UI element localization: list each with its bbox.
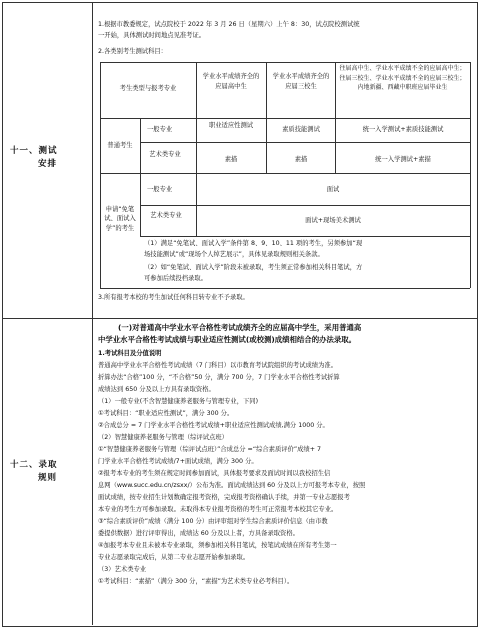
ordinary-general-fresh-three: 素质技能测试 [282, 126, 320, 133]
subject-table-col-c [266, 62, 267, 173]
exempt-art-major: 艺术类专业 [150, 212, 182, 219]
header-other-candidates: 往届高中生、学业水平成绩不全的应届高中生；往届三校生、学业水平成绩不全的应届三校生；内地新疆、西藏中职班应届毕业生 [339, 65, 466, 92]
subject-table-row-1 [140, 142, 470, 143]
exempt-note-2-line1: （2）如“免笔试、面试入学”阶段未被录取，考生须正常参加相关科目笔试，方 [144, 264, 363, 271]
subject-table-row-4 [140, 236, 470, 237]
admission-line-14: 息网（www.succ.edu.cn/zsxx/）公布为准。面试成绩达到 60 分及以上方可报考本专业，按照 [98, 482, 366, 489]
exempt-note-1-line2: 场技能测试”或“现场个人绰艺展示”，具体见录取规则相关条款。 [144, 251, 324, 258]
exempt-note-2-line2: 可参加后续投档录取。 [144, 275, 207, 282]
subject-table-col-b [196, 62, 197, 173]
admission-line-8: ①考试科目：“职业适应性测试”，满分 300 分。 [98, 410, 234, 417]
ordinary-art-fresh-three: 素描 [294, 156, 308, 163]
admission-line-12: 门学业水平合格性考试成绩/7+面试成绩，满分 300 分。 [98, 458, 258, 465]
section-11-heading-line1: 十一、测试 [10, 146, 58, 156]
admission-line-19: ④加报考本专业且未被本专业录取，须参加相关科目笔试，按笔试成绩在所有考生第一 [98, 542, 337, 549]
admission-line-5: 折算办法“合格”100 分，“不合格”50 分，满分 700 分，7 门学业水平合格性考试折算 [98, 374, 340, 381]
subject-table-col-a [140, 118, 141, 236]
subject-table-col-d [335, 62, 336, 173]
exempt-general-subject: 面试 [326, 186, 340, 193]
ordinary-art-other: 统一入学测试+素描 [375, 156, 431, 163]
header-fresh-three-schools: 学业水平成绩齐全的应届三校生 [272, 73, 330, 90]
section-divider [2, 318, 477, 319]
admission-line-15: 面试成绩，按专业招生计划数确定报考资格，完成报考资格确认手续，并第一专业志愿报考 [98, 494, 350, 501]
subject-table-row-3 [140, 205, 470, 206]
admission-line-22: ①考试科目：“素描”（满分 300 分，“素描”为艺术类专业必考科目）。 [98, 578, 294, 585]
exempt-art-subject: 面试+现场美术测试 [305, 217, 361, 224]
section-11-heading-line2: 安排 [38, 159, 58, 169]
subject-table-row-2 [100, 173, 470, 174]
admission-line-1: (一)对普通高中学业水平合格性考试成绩齐全的应届高中学生，采用普通高 [118, 323, 362, 332]
subject-table-col-e [196, 173, 197, 236]
header-fresh-high-school: 学业水平成绩齐全的应届高中生 [202, 73, 260, 90]
admission-line-9: ②合成总分 = 7 门学业水平合格性考试成绩+职业适应性测试成绩,满分 1000 分。 [98, 422, 329, 429]
header-candidate-type: 考生类型与报考专业 [119, 85, 177, 92]
subject-table-left [100, 62, 101, 288]
ordinary-art-fresh-high: 素描 [224, 156, 238, 163]
admission-line-20: 专业志愿录取完成后，从第二专业志愿开始参加录取。 [98, 554, 250, 561]
section-11-paragraph-2: 2.各类别考生测试科目： [98, 48, 167, 55]
admission-line-2: 中学业水平合格性考试成绩与职业适应性测试(或校测)成绩相结合的办法录取。 [98, 335, 357, 344]
admission-line-4: 普通高中学业水平合格性考试成绩（7 门科目）以市教育考试院组织的考试成绩为准。 [98, 362, 337, 369]
subject-table-top [100, 62, 470, 63]
exempt-candidates-label: 申请“免笔试、面试入学”的考生 [104, 206, 136, 232]
admission-line-16: 本专业的考生方可参加录取。未取得本专业报考资格的考生可正常报考本校其它专业。 [98, 506, 338, 513]
subject-table-right [470, 62, 471, 288]
ordinary-art-major: 艺术类专业 [149, 151, 181, 158]
label-column-divider [92, 2, 93, 625]
admission-line-3: 1.考试科目及分值说明 [98, 350, 162, 357]
ordinary-general-other: 统一入学测试+素质技能测试 [362, 126, 444, 133]
admission-line-10: （2）智慧健康养老服务与管理（综评试点班） [98, 434, 228, 441]
admission-line-13: ②报考本专业的考生须在规定时间参加面试，具体报考要求及面试时间以我校招生信 [98, 470, 331, 477]
ordinary-general-fresh-high: 职业适应性测试 [208, 122, 254, 129]
exempt-general-major: 一般专业 [147, 186, 173, 193]
section-11-paragraph-1-line1: 1.根据市教委规定，试点院校于 2022 年 3 月 26 日（星期六）上午 8：30，试点院校测试统 [98, 21, 360, 28]
subject-table-bottom [100, 288, 470, 289]
subject-table-header-bottom [100, 118, 470, 119]
admission-line-17: ③“综合素质评价”成绩（满分 100 分）由评审组对学生综合素质评价信息（由市教 [98, 518, 328, 525]
section-11-paragraph-1-line2: 一开始，具体测试时间地点见准考证。 [98, 32, 206, 39]
ordinary-general-major: 一般专业 [147, 126, 173, 133]
admission-line-11: ①“智慧健康养老服务与管理（综评试点班）”合成总分 =“综合素质评价”成绩+ 7 [98, 446, 322, 453]
admission-line-18: 委提供数据）进行评审得出，成绩达 60 分及以上者，方具备录取资格。 [98, 530, 299, 537]
admission-line-6: 成绩达到 650 分及以上方具有录取资格。 [98, 386, 215, 393]
section-12-heading-line1: 十二、录取 [10, 460, 58, 470]
admission-line-7: （1）一般专业(不含智慧健康养老服务与管理专业，下同) [98, 398, 259, 405]
exempt-note-1-line1: （1）满足“免笔试、面试入学”条件第 8、9、10、11 项的考生，另须参加“现 [144, 240, 363, 247]
admission-line-21: （3）艺术类专业 [98, 566, 147, 573]
ordinary-candidates-label: 普通考生 [107, 142, 133, 149]
section-11-paragraph-3: 3.所有报考本校的考生加试任何科目转专业不予录取。 [98, 294, 249, 301]
section-12-heading-line2: 规则 [38, 473, 58, 483]
